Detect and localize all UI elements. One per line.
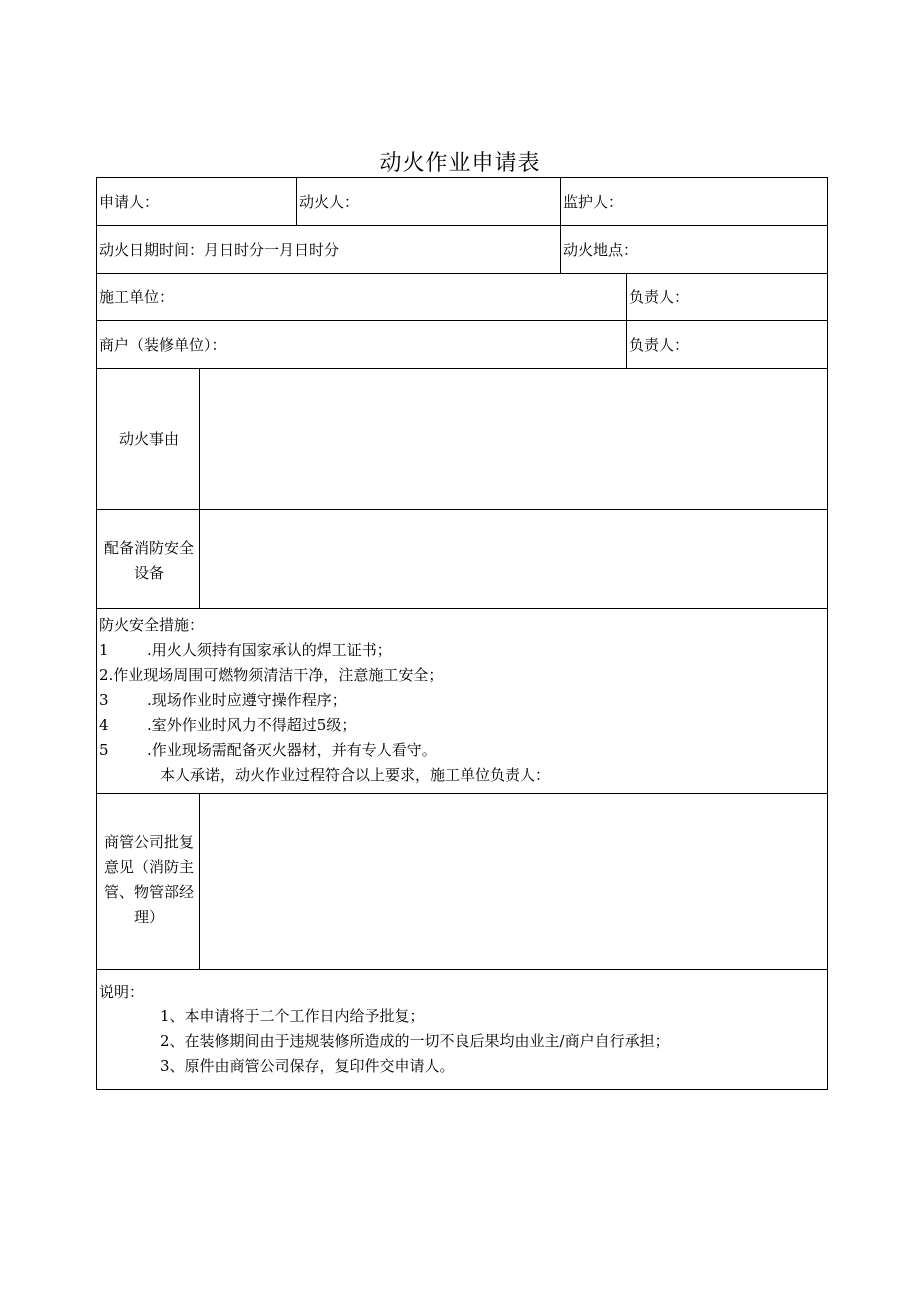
measures-heading: 防火安全措施：: [99, 616, 205, 634]
applicant-field[interactable]: 申请人：: [99, 193, 160, 211]
row-divider: [97, 225, 827, 226]
row-divider: [97, 608, 827, 609]
supervisor-field[interactable]: 监护人：: [563, 193, 624, 211]
row-divider: [97, 793, 827, 794]
notes-heading: 说明：: [99, 983, 145, 1001]
fire-datetime-field[interactable]: 动火日期时间：月日时分一月日时分: [99, 241, 340, 259]
row-divider: [97, 969, 827, 970]
note-item: 1、本申请将于二个工作日内给予批复；: [160, 1007, 425, 1025]
measure-item: 1 .用火人须持有国家承认的焊工证书；: [99, 641, 392, 659]
col-divider: [626, 273, 627, 369]
note-item: 2、在装修期间由于违规装修所造成的一切不良后果均由业主/商户自行承担；: [160, 1032, 670, 1050]
fire-person-field[interactable]: 动火人：: [299, 193, 360, 211]
measure-item: 4 .室外作业时风力不得超过5级；: [99, 716, 357, 734]
col-divider: [199, 793, 200, 970]
application-form: [96, 177, 828, 1090]
fire-reason-label: 动火事由: [118, 430, 179, 448]
row-divider: [97, 509, 827, 510]
fire-equipment-label: 配备消防安全设备: [103, 539, 194, 582]
approval-input[interactable]: [201, 795, 827, 967]
approval-label: 商管公司批复意见（消防主管、物管部经理）: [103, 833, 194, 926]
fire-equipment-input[interactable]: [201, 511, 827, 607]
construction-responsible-field[interactable]: 负责人：: [629, 288, 690, 306]
measure-item: 5 .作业现场需配备灭火器材，并有专人看守。: [99, 741, 437, 759]
row-divider: [97, 320, 827, 321]
fire-location-field[interactable]: 动火地点：: [563, 241, 639, 259]
measure-item: 2.作业现场周围可燃物须清洁干净，注意施工安全；: [99, 666, 444, 684]
merchant-responsible-field[interactable]: 负责人：: [629, 336, 690, 354]
merchant-field[interactable]: 商户（装修单位）：: [99, 336, 227, 354]
note-item: 3、原件由商管公司保存，复印件交申请人。: [160, 1057, 455, 1075]
form-title: 动火作业申请表: [379, 151, 541, 176]
measure-item: 3 .现场作业时应遵守操作程序；: [99, 691, 347, 709]
row-divider: [97, 273, 827, 274]
row-divider: [97, 368, 827, 369]
construction-unit-field[interactable]: 施工单位：: [99, 288, 175, 306]
col-divider: [560, 178, 561, 274]
col-divider: [199, 368, 200, 609]
promise-statement[interactable]: 本人承诺，动火作业过程符合以上要求，施工单位负责人：: [160, 766, 551, 784]
col-divider: [296, 178, 297, 226]
fire-reason-input[interactable]: [201, 370, 827, 507]
